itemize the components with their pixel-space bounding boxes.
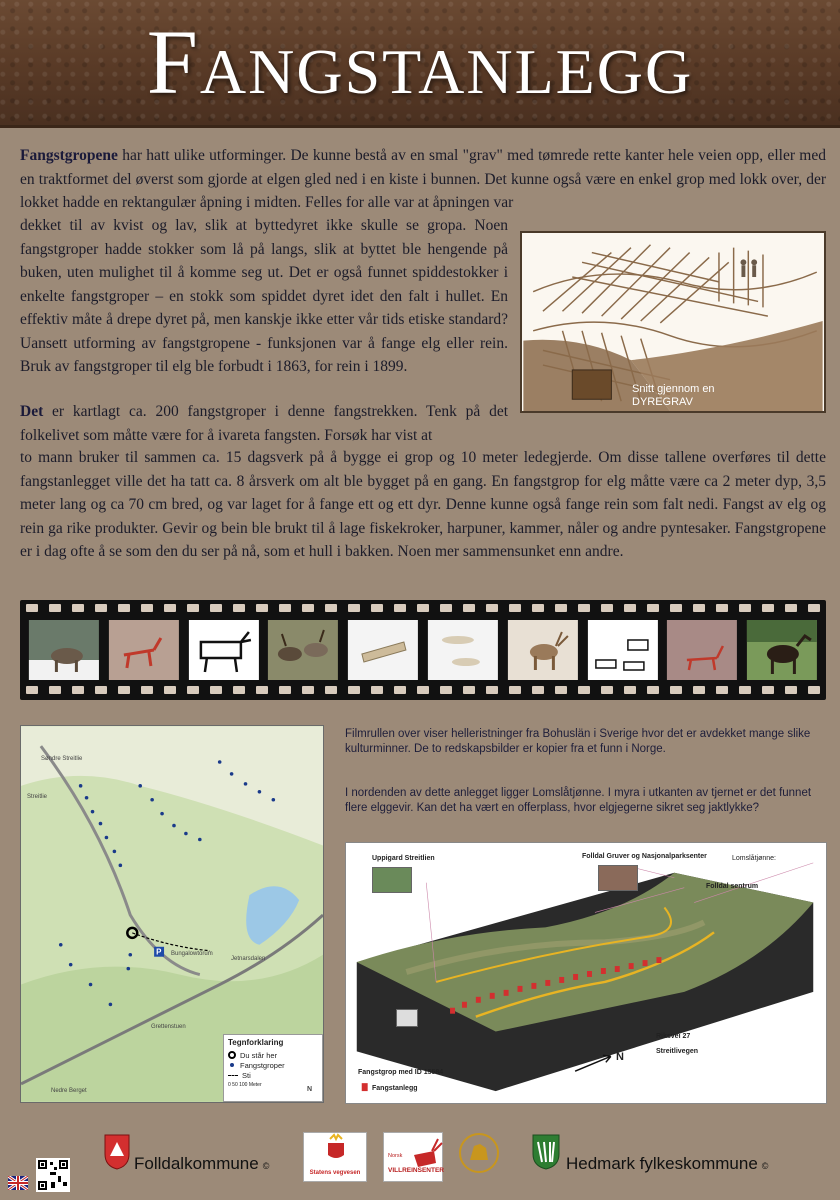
label-uppigard: Uppigard Streitlien [372, 855, 435, 862]
frame-reindeer-snow [26, 620, 102, 680]
header-banner [0, 0, 840, 128]
hedmark-fylkeskommune-name: Hedmark fylkeskommune © [566, 1154, 769, 1173]
legend-title: Tegnforklaring [228, 1038, 284, 1047]
film-perforations-bottom [26, 686, 820, 696]
map-north-arrow: N [307, 1086, 313, 1093]
folldal-coat-of-arms-icon [104, 1134, 130, 1170]
intro-paragraph-3 [20, 400, 508, 447]
thumb-fangstgrop [396, 1009, 418, 1027]
vegvesen-crown-icon [304, 1133, 368, 1167]
frame-reindeer-standing [505, 620, 581, 680]
you-are-here-icon [228, 1051, 236, 1059]
label-riksvei-27: Riksvei 27 [656, 1033, 691, 1040]
legend-row-pits [228, 1060, 318, 1070]
thumb-folldal-gruver [598, 865, 638, 891]
frame-rock-carving-1 [106, 620, 182, 680]
filmstrip [20, 600, 826, 700]
intro-paragraph-1 [20, 144, 826, 215]
map-place-grettenstuen: Grettenstuen [151, 1024, 186, 1030]
label-streitlivegen: Streitlivegen [656, 1048, 699, 1055]
map-place-nedre-berget: Nedre Berget [51, 1088, 87, 1094]
terrain-3d-map [345, 842, 827, 1104]
paragraph-3-text: er kartlagt ca. 200 fangstgroper i denne fangstrekken. Tenk på det folkelivet som måtte være for å ivareta fangsten. Forsøk har vist at [20, 403, 508, 444]
frame-reindeer-herd [265, 620, 341, 680]
lion-seal-icon [458, 1132, 500, 1174]
frame-bone-tools [425, 620, 501, 680]
legend-row-here [228, 1050, 318, 1060]
pit-dot-icon [230, 1063, 234, 1067]
lomslatjonne-description: I nordenden av dette anlegget ligger Lomslåtjønne. I myra i utkanten av tjernet er det funnet flere elggevir. Kan det ha vært en offerplass, hvor elgjegerne sikret seg jaktlykke? [345, 787, 812, 814]
caption-line-2: DYREGRAV [632, 396, 693, 408]
qr-code-icon[interactable] [36, 1158, 70, 1192]
label-lomslatjonne: Lomslåtjønne: [732, 855, 776, 862]
label-folldal-gruver: Folldal Gruver og Nasjonalparksenter [582, 853, 707, 860]
path-line-icon [228, 1075, 238, 1076]
map-place-sondre-streitlie: Søndre Streitlie [41, 756, 83, 762]
frame-moose [744, 620, 820, 680]
legend-pits-label: Fangstgroper [240, 1060, 285, 1070]
frame-elk-sketches [585, 620, 661, 680]
statens-vegvesen-logo: Statens vegvesen [303, 1132, 367, 1182]
folldal-kommune-name: Folldalkommune © [134, 1154, 270, 1173]
page-title: Fangstanlegg [146, 11, 694, 113]
english-flag-icon[interactable] [8, 1176, 28, 1190]
terrain-north-arrow: N [616, 1051, 624, 1063]
legend-row-path [228, 1070, 318, 1080]
label-fangstgrop-id: Fangstgrop med ID 15584 [358, 1069, 444, 1076]
intro-paragraph-4: to mann bruker til sammen ca. 15 dagsverk på å bygge ei grop og 10 meter ledegjerde. Om disse tallene overføres til dette fangstanlegget ville det ha tatt ca. 8 årsverk om alt ble bygget på en gang. En fangstgrop for elg måtte være ca 2 meter dyp, 3,5 meter lang og ca 70 cm bred, og var laget for å fange ett og ett dyr. Denne kunne også fange rein som falt nedi. Fangst av elg og rein ga rike produkter. Gevir og bein ble brukt til å lage fiskekroker, harpuner, kammer, nåler og andre pyntesaker. Fangstgropene er i dag ofte å se som den du ser på nå, som et hull i bakken. Noen mer sammensunket enn andre. [20, 449, 826, 560]
villreinsenter-logo: Norsk VILLREINSENTER [383, 1132, 443, 1182]
frame-elk-drawing [186, 620, 262, 680]
hedmark-coat-of-arms-icon [532, 1134, 560, 1170]
frame-bone-comb [345, 620, 421, 680]
paragraph-1-text: har hatt ulike utforminger. De kunne bestå av en smal "grav" med tømrede rette kanter hele veien opp, eller med en traktformet del øverst som gjorde at elgen gled ned i en kiste i bunnen. Det kunne også være en enkel grop med lokk over, der lokket hadde en rektangulær åpning i midten. Felles for alle var at åpningen var [20, 147, 826, 211]
film-frames [26, 620, 820, 680]
map-place-streitlie: Streitlie [27, 794, 48, 800]
thumb-uppigard [372, 867, 412, 893]
filmstrip-description: Filmrullen over viser helleristninger fra Bohuslän i Sverige hvor det er avdekket mange slike kulturminner. De to redskapsbilder er kopier fra et funn i Norge. [345, 728, 811, 755]
map-place-jetnarsdalen: Jetnarsdalen [231, 956, 266, 962]
lead-word-fangstgropene: Fangstgropene [20, 147, 118, 164]
dyregrav-illustration [520, 231, 826, 413]
intro-paragraph-2: dekket til av kvist og lav, slik at byttedyret ikke skulle se gropa. Noen fangstgroper hadde stokker som lå på langs, slik at byttet ble hengende på buken, uten mulighet til å komme seg ut. Det er også funnet spiddestokker i enkelte fangstgroper – en stokk som spiddet dyret idet den falt i hullet. En effektiv måte å drepe dyret på, men kanskje ikke etter vår tids etiske standard? Uansett utforming av fangstgropene - funksjonen var å fange elg eller rein. Bruk av fangstgroper til elg ble forbudt i 1863, for rein i 1899. [20, 217, 508, 375]
label-fangstanlegg: Fangstanlegg [372, 1085, 418, 1092]
legend-scale: 0 50 100 Meter [228, 1082, 262, 1088]
label-folldal-sentrum: Folldal sentrum [706, 883, 759, 890]
film-perforations-top [26, 604, 820, 614]
dyregrav-caption [632, 383, 715, 409]
location-map [20, 725, 324, 1103]
svg-text:P: P [156, 947, 162, 957]
legend-path-label: Sti [242, 1070, 251, 1080]
caption-line-1: Snitt gjennom en [632, 383, 715, 395]
lead-word-det: Det [20, 403, 44, 420]
legend-here-label: Du står her [240, 1050, 278, 1060]
map-place-bungalowtorum: Bungalowtorum [171, 951, 213, 957]
terrain-drawing [346, 843, 826, 1103]
footer-logos [0, 1120, 840, 1200]
frame-rock-carving-2 [664, 620, 740, 680]
